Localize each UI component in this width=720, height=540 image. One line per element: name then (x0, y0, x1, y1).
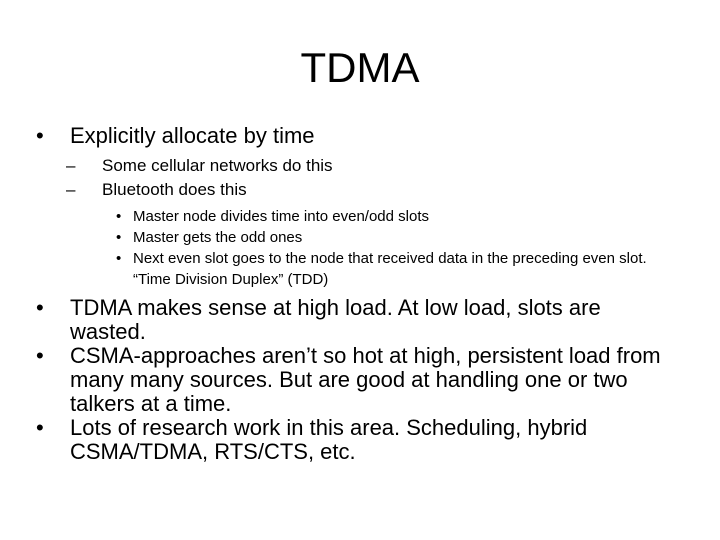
sub-sub-bullets (36, 206, 676, 290)
sub-sub-bullet-1 (36, 206, 676, 227)
bullet-marker: • (36, 415, 44, 440)
bullet-1 (36, 124, 676, 148)
sub-bullet-2 (36, 178, 676, 202)
dash-marker: – (66, 156, 76, 175)
dash-marker: – (66, 180, 76, 199)
sub-sub-bullet-3 (36, 248, 676, 290)
slide-title: TDMA (300, 44, 420, 91)
bullet-3 (36, 344, 676, 416)
bullet-4-text: Lots of research work in this area. Scheduling, hybrid CSMA/TDMA, RTS/CTS, etc. (70, 415, 588, 464)
sub-sub-bullet-2 (36, 227, 676, 248)
bullet-marker: • (36, 123, 44, 148)
sub-sub-bullet-2-text: Master gets the odd ones (133, 229, 303, 246)
sub-bullet-2-text: Bluetooth does this (102, 180, 247, 199)
sub-sub-bullet-3-text: Next even slot goes to the node that received data in the preceding even slot. “Time Division Duplex” (TDD) (133, 250, 647, 288)
bullet-marker: • (116, 250, 122, 267)
bullet-2 (36, 296, 676, 344)
bullet-marker: • (36, 343, 44, 368)
sub-sub-bullet-1-text: Master node divides time into even/odd slots (133, 208, 429, 225)
bullet-1-text: Explicitly allocate by time (70, 123, 315, 148)
bullet-marker: • (36, 295, 44, 320)
bullet-2-text: TDMA makes sense at high load. At low load, slots are wasted. (70, 295, 601, 344)
bullet-4 (36, 416, 676, 464)
sub-bullet-1-text: Some cellular networks do this (102, 156, 333, 175)
sub-bullet-1 (36, 154, 676, 178)
bullet-marker: • (116, 229, 122, 246)
slide-body (36, 124, 676, 464)
bullet-3-text: CSMA-approaches aren’t so hot at high, persistent load from many many sources. But are good at handling one or two talkers at a time. (70, 343, 661, 416)
bullet-marker: • (116, 208, 122, 225)
